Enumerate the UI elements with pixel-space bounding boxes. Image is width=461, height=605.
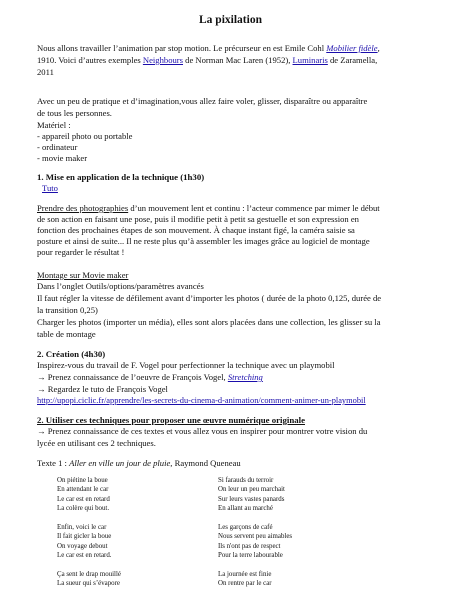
section-2-heading: 2. Création (4h30)	[37, 349, 106, 359]
intro-line-3: 2011	[37, 67, 54, 77]
tuto-link[interactable]: Tuto	[42, 183, 58, 193]
upopi-url-link[interactable]: http://upopi.ciclic.fr/apprendre/les-secrets-du-cinema-d-animation/comment-animer-un-playmobil	[37, 396, 366, 405]
poem-line: Ça sent le drap mouillé	[57, 571, 121, 579]
texte-1-label: Texte 1 :	[37, 458, 70, 468]
neighbours-link[interactable]: Neighbours	[142, 55, 183, 65]
materiel-label: Matériel :	[37, 120, 71, 130]
stretching-link[interactable]: Stretching	[227, 372, 263, 382]
section-2-line: → Regardez le tuto de François Vogel	[37, 384, 168, 394]
poem-left-column	[57, 476, 121, 589]
poem-line: Le car est en retard.	[57, 552, 112, 560]
poem-line: On voyage debout	[57, 542, 108, 550]
section-3-line: → Prenez connaissance de ces textes et vous allez vous en inspirer pour montrer votre vision du	[37, 426, 368, 436]
poem-line: Les garçons de café	[218, 524, 273, 532]
poem-stanza-gap	[218, 514, 292, 523]
poem-line: La sueur qui s’évapore	[57, 580, 120, 588]
poem-line: On leur un peu marchait	[218, 486, 285, 494]
poem-line: En allant au marché	[218, 505, 273, 513]
section-2-text: → Prenez connaissance de l’oeuvre de François Vogel,	[37, 372, 228, 382]
section-1-para-line: de son action en faisant une pose, puis il modifie petit à petit sa gestuelle et son expression en	[37, 214, 359, 224]
poem-line: Il fait gicler la boue	[57, 533, 112, 541]
section-1-text: d’un mouvement lent et continu : l’acteur commence par mimer le début	[128, 203, 380, 213]
montage-line: Il faut régler la vitesse de défilement avant d’importer les photos ( durée de la photo 0,125, durée de	[37, 293, 382, 303]
poem-right-column	[218, 476, 292, 589]
poem-line: Pour la terre labourable	[218, 552, 283, 560]
section-1-heading: 1. Mise en application de la technique (1h30)	[37, 172, 205, 182]
practice-line-1: Avec un peu de pratique et d’imagination,vous allez faire voler, glisser, disparaître ou apparaître	[37, 96, 368, 106]
poem-line: Sur leurs vastes panards	[218, 495, 285, 503]
poem-line: On rentre par le car	[218, 580, 272, 588]
section-1-para-line: fonction des prochaines étapes de son mouvement. À chaque instant figé, la caméra saisie sa	[37, 225, 355, 235]
poem-stanza-gap	[57, 561, 121, 570]
intro-text: Nous allons travailler l’animation par stop motion. Le précurseur en est Emile Cohl	[37, 43, 327, 53]
poem-line: En attendant le car	[57, 486, 109, 494]
intro-text: de Norman Mac Laren (1952),	[183, 55, 293, 65]
section-1-para-line	[37, 203, 380, 214]
montage-line: Charger les photos (importer un média), elles sont alors placées dans une collection, les glisser su la	[37, 317, 381, 327]
materiel-item: - movie maker	[37, 153, 88, 163]
section-2-line: Inspirez-vous du travail de F. Vogel pour perfectionner la technique avec un playmobil	[37, 360, 335, 370]
section-3-line: lycée en utilisant ces 2 techniques.	[37, 438, 156, 448]
poem-line: Si farauds du terroir	[218, 477, 274, 484]
texte-1-heading	[37, 458, 241, 469]
intro-line-1	[37, 43, 380, 54]
montage-line: table de montage	[37, 329, 96, 339]
poem-line: Nous servent peu aimables	[218, 533, 293, 541]
poem-line: On piétine la boue	[57, 477, 108, 484]
poem-line: La colère qui bout.	[57, 505, 110, 513]
section-1-para-line: posture et ainsi de suite... Il ne reste plus qu’à assembler les images grâce au logiciel de montage	[37, 236, 370, 246]
practice-line-2: de tous les personnes.	[37, 108, 112, 118]
section-1-para-line: pour regarder le résultat !	[37, 247, 125, 257]
poem-line: Enfin, voici le car	[57, 524, 107, 532]
page-title: La pixilation	[199, 14, 262, 26]
luminaris-link[interactable]: Luminaris	[292, 55, 328, 65]
materiel-item: - appareil photo ou portable	[37, 131, 133, 141]
intro-text: ,	[377, 43, 380, 53]
texte-1-author: , Raymond Queneau	[170, 458, 241, 468]
montage-heading: Montage sur Movie maker	[37, 270, 129, 280]
section-2-line	[37, 372, 263, 383]
poem-stanza-gap	[57, 514, 121, 523]
materiel-item: - ordinateur	[37, 142, 78, 152]
section-3-heading: 2. Utiliser ces techniques pour proposer une œuvre numérique originale	[37, 415, 305, 425]
poem-stanza-gap	[218, 561, 292, 570]
poem-line: Le car est en retard	[57, 495, 110, 503]
montage-line: Dans l’onglet Outils/options/paramètres avancés	[37, 281, 204, 291]
texte-1-title: Aller en ville un jour de pluie	[69, 458, 171, 468]
intro-line-2	[37, 55, 377, 66]
mobilier-fidele-link[interactable]: Mobilier fidèle	[326, 43, 378, 53]
poem-line: La journée est finie	[218, 571, 272, 579]
montage-line: la transition 0,25)	[37, 305, 98, 315]
photographies-lead: Prendre des photographies	[37, 203, 129, 213]
intro-text: de Zaramella,	[327, 55, 378, 65]
intro-text: 1910. Voici d’autres exemples	[37, 55, 143, 65]
poem-line: Ils n'ont pas de respect	[218, 542, 281, 550]
